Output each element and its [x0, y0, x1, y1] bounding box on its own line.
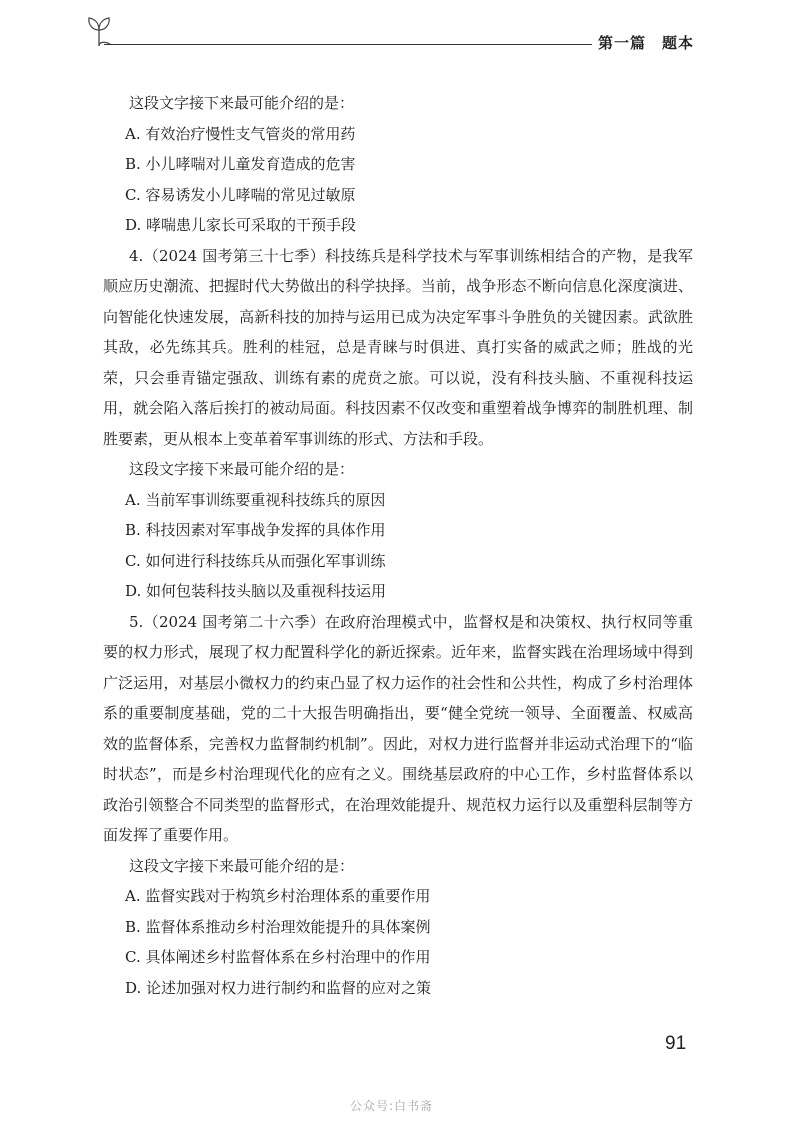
- question-prompt: 这段文字接下来最可能介绍的是：: [129, 856, 355, 875]
- question-stem: 4.（2024 国考第三十七季）科技练兵是科学技术与军事训练相结合的产物，是我军顺应历史潮流、把握时代大势做出的科学抉择。当前，战争形态不断向信息化深度演进、向智能化快速发展，高新科技的加持与运用已成为决定军事斗争胜负的关键因素。武欲胜其敌，必先练其兵。胜利的桂冠，总是青睐与时俱进、真打实备的威武之师；胜战的光荣，只会垂青锚定强敌、训练有素的虎贲之旅。可以说，没有科技头脑、不重视科技运用，就会陷入落后挨打的被动局面。科技因素不仅改变和重塑着战争博弈的制胜机理、制胜要素，更从根本上变革着军事训练的形式、方法和手段。: [103, 246, 693, 448]
- answer-option: D. 哮喘患儿家长可采取的干预手段: [125, 216, 357, 234]
- answer-option: D. 论述加强对权力进行制约和监督的应对之策: [125, 978, 432, 997]
- sprout-icon: [84, 14, 114, 48]
- question-prompt: 这段文字接下来最可能介绍的是：: [129, 94, 355, 112]
- question-stem: 5.（2024 国考第二十六季）在政府治理模式中，监督权是和决策权、执行权同等重要的权力形式，展现了权力配置科学化的新近探索。近年来，监督实践在治理场域中得到广泛运用，对基层小微权力的约束凸显了权力运作的社会性和公共性，构成了乡村治理体系的重要制度基础，党的二十大报告明确指出，要“健全党统一领导、全面覆盖、权威高效的监督体系，完善权力监督制约机制”。因此，对权力进行监督并非运动式治理下的“临时状态”，而是乡村治理现代化的应有之义。围绕基层政府的中心工作，乡村监督体系以政治引领整合不同类型的监督形式，在治理效能提升、规范权力运行以及重塑科层制等方面发挥了重要作用。: [103, 612, 693, 844]
- answer-option: B. 小儿哮喘对儿童发育造成的危害: [125, 155, 356, 173]
- answer-option: B. 监督体系推动乡村治理效能提升的具体案例: [125, 917, 431, 936]
- page-number: 91: [665, 1033, 687, 1054]
- answer-option: C. 如何进行科技练兵从而强化军事训练: [125, 551, 386, 570]
- answer-option: A. 当前军事训练要重视科技练兵的原因: [125, 490, 386, 509]
- answer-option: C. 具体阐述乡村监督体系在乡村治理中的作用: [125, 948, 431, 966]
- question-prompt: 这段文字接下来最可能介绍的是：: [129, 460, 355, 478]
- page-header: [0, 0, 800, 60]
- watermark: 公众号:白书斋: [350, 1099, 434, 1113]
- answer-option: A. 有效治疗慢性支气管炎的常用药: [125, 124, 356, 143]
- answer-option: C. 容易诱发小儿哮喘的常见过敏原: [125, 185, 356, 204]
- answer-option: D. 如何包装科技头脑以及重视科技运用: [125, 582, 387, 600]
- answer-option: A. 监督实践对于构筑乡村治理体系的重要作用: [125, 887, 431, 905]
- header-rule: [104, 44, 592, 45]
- answer-option: B. 科技因素对军事战争发挥的具体作用: [125, 521, 386, 539]
- question-content: [103, 88, 693, 1003]
- section-title: 第一篇 题本: [598, 34, 695, 52]
